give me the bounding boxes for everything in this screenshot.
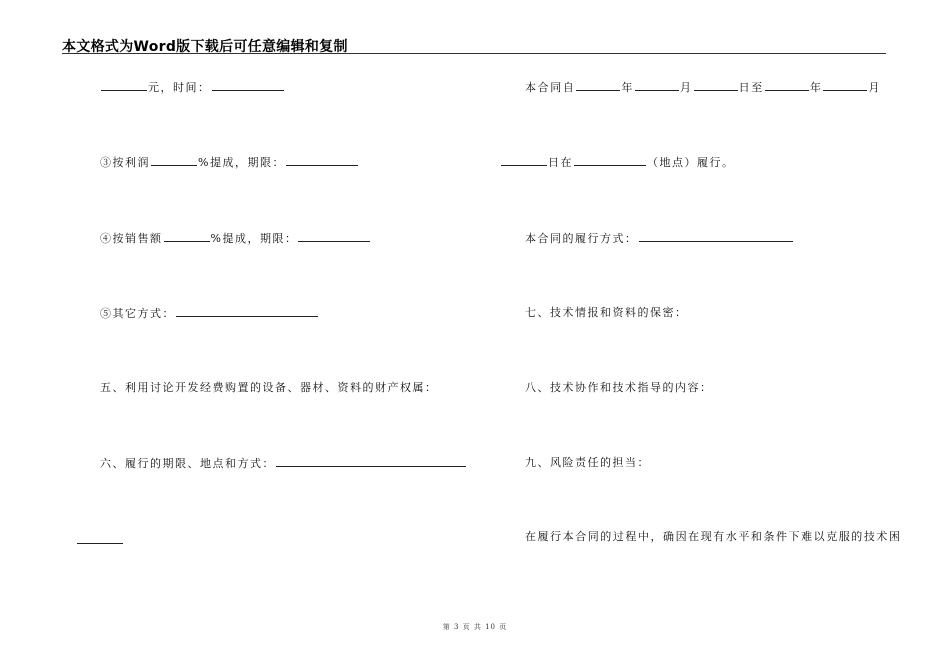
section-seven-text: 七、技术情报和资料的保密：	[525, 306, 688, 319]
section-five-heading	[100, 381, 438, 395]
performance-method-blank	[639, 231, 793, 242]
start-year-blank	[576, 80, 620, 91]
start-day-blank	[694, 80, 738, 91]
sales-term-blank	[298, 231, 370, 242]
time-label: 元，时间：	[148, 81, 211, 94]
risk-paragraph	[525, 530, 902, 544]
section-nine-heading	[525, 456, 650, 470]
sales-commission-line	[100, 231, 371, 246]
end-day-blank	[501, 155, 547, 166]
month-label: 月	[680, 81, 693, 94]
continuation-line	[76, 533, 124, 548]
profit-percent-blank	[151, 155, 197, 166]
place-line	[500, 155, 735, 170]
document-header-title: 本文格式为Word版下载后可任意编辑和复制	[62, 39, 348, 55]
time-blank	[212, 80, 284, 91]
other-method-blank	[176, 306, 318, 317]
place-blank	[574, 155, 646, 166]
sales-term-label: %提成，期限：	[210, 232, 298, 245]
continuation-blank	[77, 533, 123, 544]
year-label: 年	[621, 81, 635, 94]
section-nine-text: 九、风险责任的担当：	[525, 456, 650, 469]
amount-blank	[101, 80, 147, 91]
end-year-label: 年	[809, 81, 823, 94]
section-seven-heading	[525, 306, 688, 320]
header-divider	[62, 53, 886, 54]
start-month-blank	[635, 80, 679, 91]
time-line	[100, 80, 285, 95]
section-eight-heading	[525, 381, 713, 395]
section-eight-text: 八、技术协作和技术指导的内容：	[525, 381, 713, 394]
profit-term-label: %提成，期限：	[198, 156, 285, 169]
section-six-text: 六、履行的期限、地点和方式：	[100, 457, 275, 470]
profit-commission-line	[100, 155, 359, 170]
end-month-label: 月	[868, 81, 882, 94]
profit-label: ③按利润	[100, 156, 150, 169]
period-start-label: 本合同自	[525, 81, 576, 94]
section-five-text: 五、利用讨论开发经费购置的设备、器材、资料的财产权属：	[100, 381, 438, 394]
end-month-blank	[823, 80, 867, 91]
page-number: 第 3 页 共 10 页	[442, 623, 508, 631]
contract-period-line	[525, 80, 881, 95]
performance-method-line	[525, 231, 794, 246]
other-method-line	[100, 306, 319, 321]
end-year-blank	[765, 80, 809, 91]
other-method-label: ⑤其它方式：	[100, 307, 175, 320]
section-six-blank	[276, 456, 466, 467]
day-to-label: 日至	[738, 81, 764, 94]
section-six-heading	[100, 456, 467, 471]
profit-term-blank	[286, 155, 358, 166]
place-label: （地点）履行。	[647, 156, 735, 169]
risk-paragraph-text: 在履行本合同的过程中，确因在现有水平和条件下难以克服的技术困	[525, 530, 902, 543]
sales-label: ④按销售额	[100, 232, 163, 245]
sales-percent-blank	[164, 231, 210, 242]
performance-method-label: 本合同的履行方式：	[525, 232, 638, 245]
day-at-label: 日在	[548, 156, 573, 169]
